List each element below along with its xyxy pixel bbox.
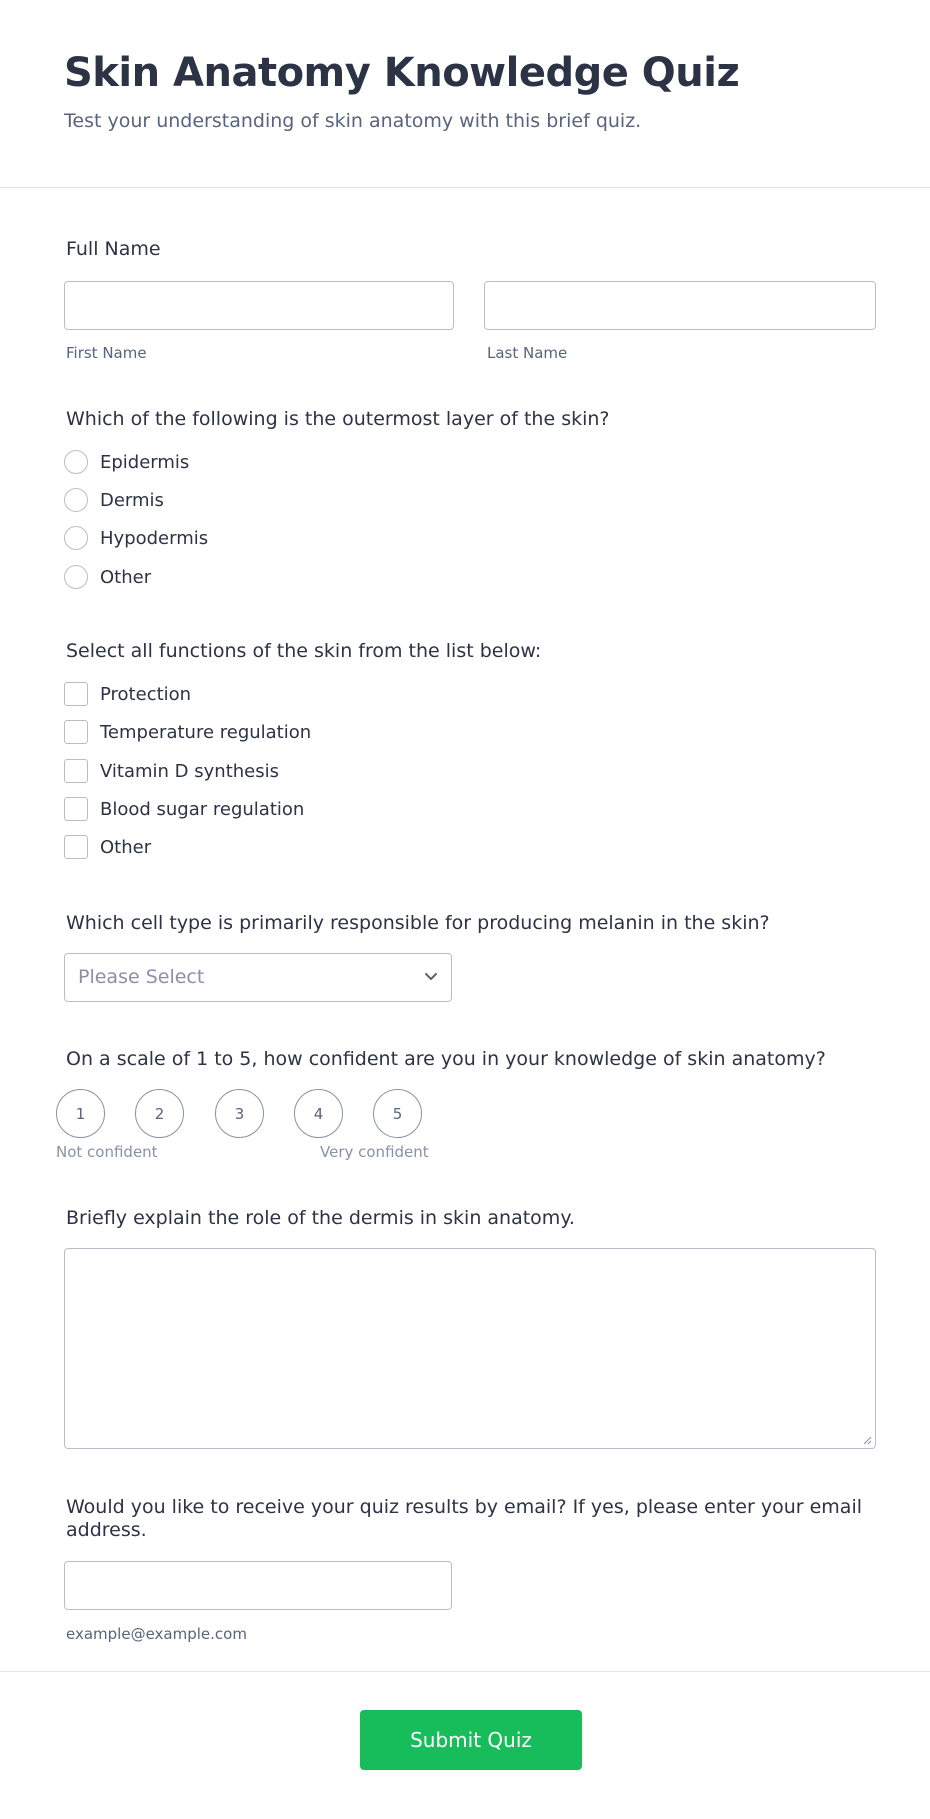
scale-option-1[interactable]: 1 bbox=[56, 1089, 105, 1138]
checkbox[interactable] bbox=[64, 835, 88, 859]
radio-button[interactable] bbox=[64, 526, 88, 550]
last-name-sublabel: Last Name bbox=[487, 344, 568, 362]
dermis-answer-textarea[interactable] bbox=[64, 1248, 876, 1449]
scale-option-5[interactable]: 5 bbox=[373, 1089, 422, 1138]
radio-option-label: Dermis bbox=[100, 489, 164, 511]
scale-option-3[interactable]: 3 bbox=[215, 1089, 264, 1138]
melanin-select[interactable] bbox=[64, 953, 452, 1002]
checkbox-option-other[interactable] bbox=[64, 834, 151, 860]
checkbox[interactable] bbox=[64, 720, 88, 744]
scale-high-label: Very confident bbox=[320, 1143, 429, 1161]
radio-option-hypodermis[interactable] bbox=[64, 525, 208, 551]
checkbox-option-label: Temperature regulation bbox=[100, 721, 312, 743]
first-name-sublabel: First Name bbox=[66, 344, 147, 362]
functions-question: Select all functions of the skin from the list below: bbox=[66, 640, 542, 662]
resize-handle-icon[interactable] bbox=[862, 1435, 872, 1445]
checkbox-option-blood-sugar[interactable] bbox=[64, 796, 304, 822]
checkbox[interactable] bbox=[64, 759, 88, 783]
page-title: Skin Anatomy Knowledge Quiz bbox=[64, 50, 740, 96]
checkbox-option-label: Protection bbox=[100, 683, 192, 705]
checkbox-option-label: Vitamin D synthesis bbox=[100, 760, 279, 782]
dermis-question: Briefly explain the role of the dermis in skin anatomy. bbox=[66, 1207, 575, 1229]
email-input[interactable] bbox=[64, 1561, 452, 1610]
checkbox-option-label: Blood sugar regulation bbox=[100, 798, 305, 820]
scale-low-label: Not confident bbox=[56, 1143, 158, 1161]
radio-option-epidermis[interactable] bbox=[64, 449, 189, 475]
outer-layer-question: Which of the following is the outermost layer of the skin? bbox=[66, 408, 610, 430]
footer-divider bbox=[0, 1671, 930, 1672]
email-question-line2: address. bbox=[66, 1519, 147, 1541]
select-value: Please Select bbox=[78, 966, 205, 988]
radio-option-other[interactable] bbox=[64, 564, 151, 590]
checkbox-option-vitamin-d[interactable] bbox=[64, 758, 279, 784]
first-name-input[interactable] bbox=[64, 281, 454, 330]
checkbox-option-temperature[interactable] bbox=[64, 719, 311, 745]
radio-option-dermis[interactable] bbox=[64, 487, 164, 513]
checkbox-option-protection[interactable] bbox=[64, 681, 191, 707]
submit-quiz-button[interactable]: Submit Quiz bbox=[360, 1710, 582, 1770]
radio-button[interactable] bbox=[64, 488, 88, 512]
checkbox-option-label: Other bbox=[100, 836, 152, 858]
checkbox[interactable] bbox=[64, 682, 88, 706]
last-name-input[interactable] bbox=[484, 281, 876, 330]
radio-option-label: Other bbox=[100, 566, 152, 588]
scale-option-4[interactable]: 4 bbox=[294, 1089, 343, 1138]
chevron-down-icon bbox=[423, 968, 439, 984]
checkbox[interactable] bbox=[64, 797, 88, 821]
confidence-question: On a scale of 1 to 5, how confident are you in your knowledge of skin anatomy? bbox=[66, 1048, 826, 1070]
form-header bbox=[0, 0, 930, 188]
email-sublabel: example@example.com bbox=[66, 1625, 247, 1643]
melanin-question: Which cell type is primarily responsible for producing melanin in the skin? bbox=[66, 912, 770, 934]
radio-button[interactable] bbox=[64, 565, 88, 589]
page-subtitle: Test your understanding of skin anatomy with this brief quiz. bbox=[64, 110, 642, 132]
radio-button[interactable] bbox=[64, 450, 88, 474]
radio-option-label: Hypodermis bbox=[100, 527, 209, 549]
radio-option-label: Epidermis bbox=[100, 451, 190, 473]
email-question-line1: Would you like to receive your quiz results by email? If yes, please enter your email bbox=[66, 1496, 863, 1518]
scale-option-2[interactable]: 2 bbox=[135, 1089, 184, 1138]
full-name-label: Full Name bbox=[66, 238, 161, 260]
